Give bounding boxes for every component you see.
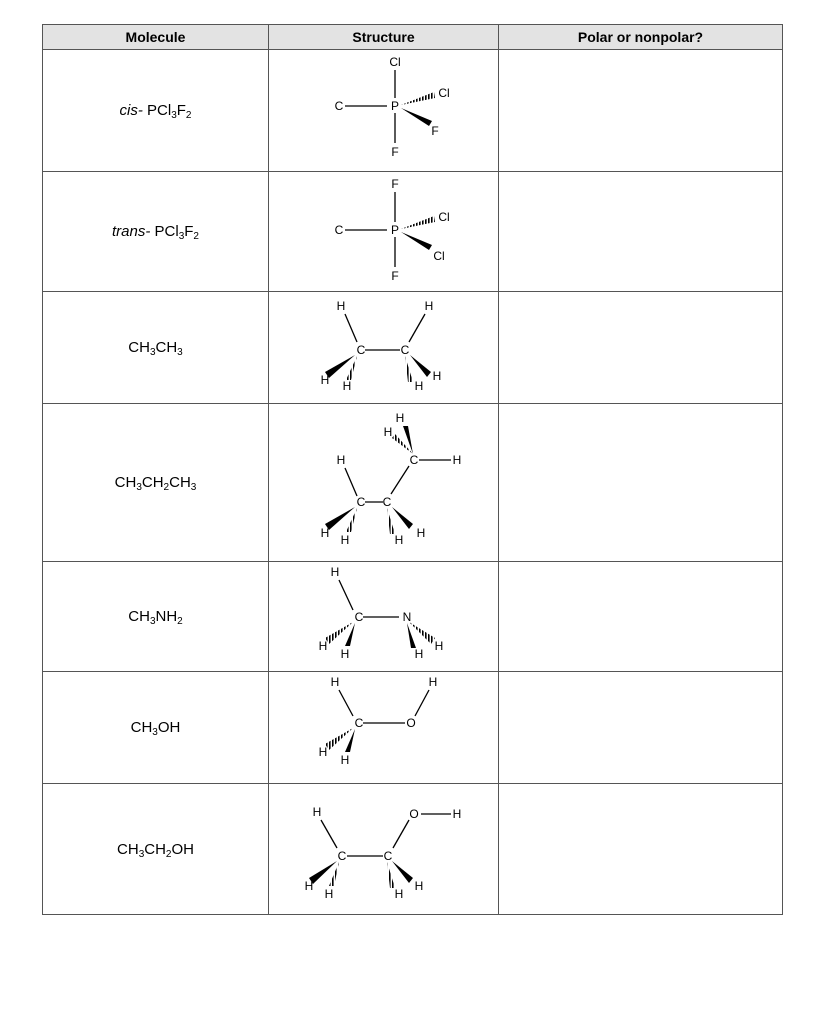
atom-label: H [324, 887, 334, 901]
atom-label: Cl [433, 249, 445, 263]
atom-label: H [395, 411, 405, 425]
molecule-name: $CH_3OH$ [43, 672, 269, 784]
cis-pcl3f2-structure [269, 50, 499, 171]
atom-label: H [336, 299, 346, 313]
table-row [43, 784, 783, 915]
atom-label: O [409, 807, 419, 821]
atom-label: H [340, 753, 350, 767]
atom-label: H [414, 879, 424, 893]
atom-label: H [318, 745, 328, 759]
atom-label: H [452, 807, 462, 821]
atom-label: H [394, 533, 404, 547]
atom-label: H [383, 425, 393, 439]
atom-label: O [406, 716, 416, 730]
atom-label: C [354, 610, 364, 624]
atom-label: C [356, 495, 366, 509]
ethanol-structure [269, 784, 499, 914]
atom-label: Cl [389, 55, 401, 69]
header-row [43, 25, 783, 50]
molecule-name: $CH_3CH_2CH_3$ [43, 404, 269, 562]
structure-cell [269, 50, 499, 172]
atom-label: H [424, 299, 434, 313]
atom-label: F [391, 177, 399, 191]
structure-cell [269, 404, 499, 562]
header-polarity: Polar or nonpolar? [499, 25, 783, 50]
structure-cell [269, 292, 499, 404]
polarity-answer-cell[interactable] [499, 562, 783, 672]
atom-label: H [452, 453, 462, 467]
atom-label: H [320, 526, 330, 540]
table-row [43, 292, 783, 404]
header-molecule: Molecule [43, 25, 269, 50]
atom-label: C [400, 343, 410, 357]
structure-cell [269, 672, 499, 784]
polarity-answer-cell[interactable] [499, 292, 783, 404]
atom-label: F [391, 145, 399, 159]
atom-label: C [354, 716, 364, 730]
atom-label: P [390, 223, 400, 237]
atom-label: C [409, 453, 419, 467]
atom-label: H [320, 373, 330, 387]
table-row [43, 50, 783, 172]
molecule-name: $CH_3CH_2OH$ [43, 784, 269, 915]
atom-label: H [340, 533, 350, 547]
molecule-polarity-table [42, 24, 783, 915]
atom-label: C [337, 849, 347, 863]
molecule-name: trans- $PCl_3F_2$ [43, 172, 269, 292]
structure-cell [269, 172, 499, 292]
methanol-structure [269, 672, 499, 783]
atom-label: H [432, 369, 442, 383]
polarity-answer-cell[interactable] [499, 172, 783, 292]
atom-label: N [402, 610, 412, 624]
methylamine-structure [269, 562, 499, 671]
atom-label: H [394, 887, 404, 901]
atom-label: P [390, 99, 400, 113]
atom-label: H [336, 453, 346, 467]
structure-cell [269, 784, 499, 915]
atom-label: H [434, 639, 444, 653]
structure-cell [269, 562, 499, 672]
atom-label: H [428, 675, 438, 689]
propane-structure [269, 404, 499, 561]
atom-label: C [383, 849, 393, 863]
polarity-answer-cell[interactable] [499, 404, 783, 562]
atom-label: F [431, 124, 439, 138]
molecule-name: $CH_3CH_3$ [43, 292, 269, 404]
atom-label: F [391, 269, 399, 283]
atom-label: H [330, 675, 340, 689]
atom-label: H [312, 805, 322, 819]
header-structure: Structure [269, 25, 499, 50]
atom-label: H [342, 379, 352, 393]
atom-label: H [330, 565, 340, 579]
atom-label: H [414, 647, 424, 661]
atom-label: H [304, 879, 314, 893]
atom-label: H [414, 379, 424, 393]
atom-label: H [416, 526, 426, 540]
ethane-structure [269, 292, 499, 403]
table-row [43, 562, 783, 672]
trans-pcl3f2-structure [269, 172, 499, 291]
molecule-name: $CH_3NH_2$ [43, 562, 269, 672]
atom-label: C [356, 343, 366, 357]
atom-label: C [382, 495, 392, 509]
atom-label: Cl [438, 210, 450, 224]
molecule-name: cis- $PCl_3F_2$ [43, 50, 269, 172]
atom-label: C [334, 99, 344, 113]
atom-label: Cl [438, 86, 450, 100]
polarity-answer-cell[interactable] [499, 672, 783, 784]
table-row [43, 172, 783, 292]
atom-label: C [334, 223, 344, 237]
atom-label: H [318, 639, 328, 653]
table-row [43, 672, 783, 784]
polarity-answer-cell[interactable] [499, 784, 783, 915]
table-row [43, 404, 783, 562]
polarity-answer-cell[interactable] [499, 50, 783, 172]
atom-label: H [340, 647, 350, 661]
